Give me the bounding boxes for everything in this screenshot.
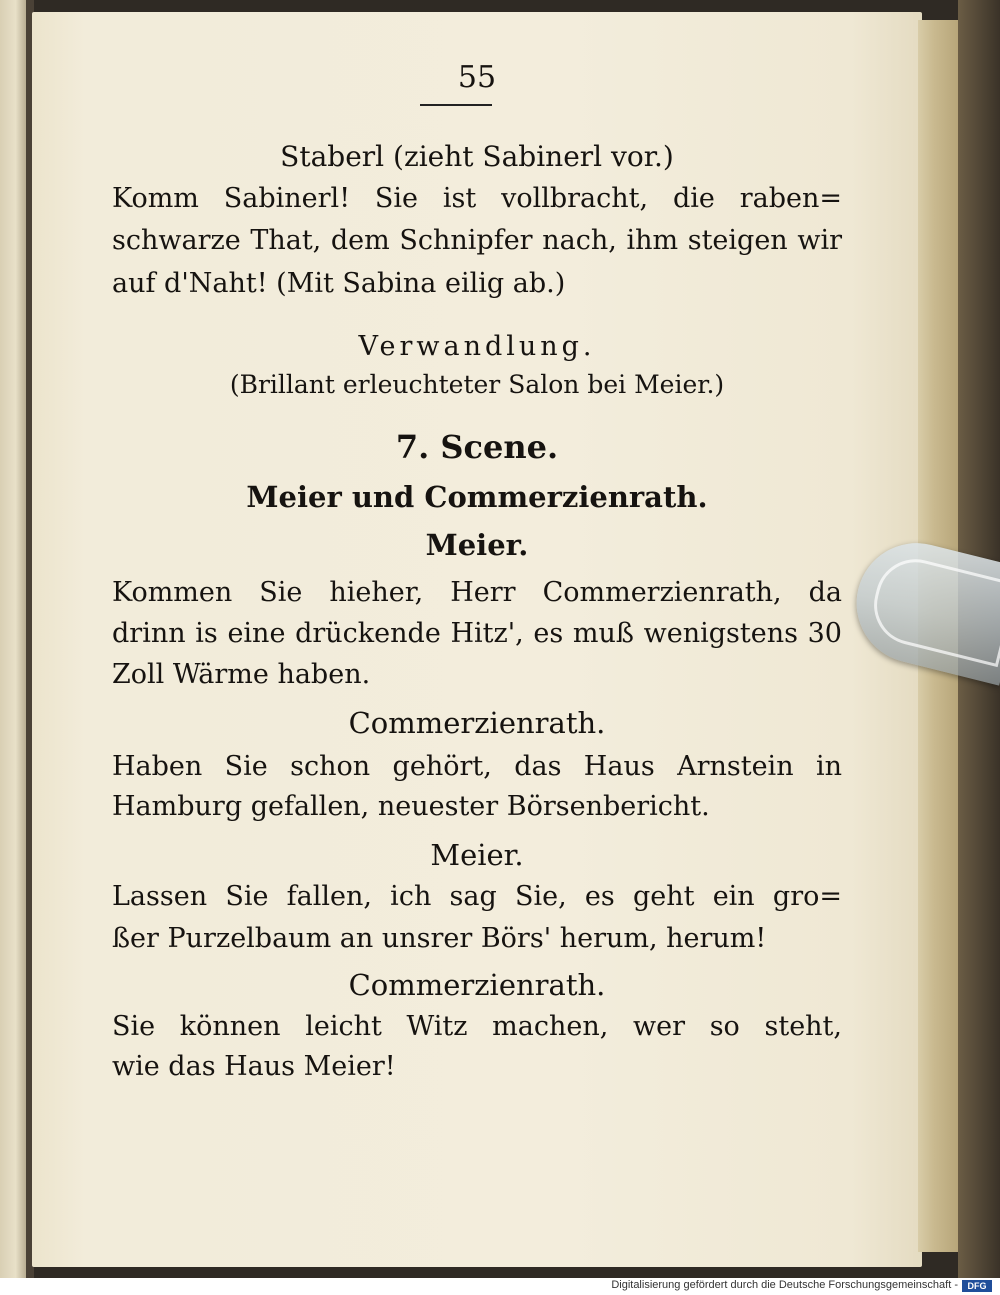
text-line: ßer Purzelbaum an unsrer Börs' herum, herum! bbox=[112, 923, 767, 954]
funding-credit: Digitalisierung gefördert durch die Deutsche Forschungsgemeinschaft - bbox=[611, 1279, 958, 1291]
footer-bar bbox=[0, 1278, 1000, 1295]
scene-change-heading: Verwandlung. bbox=[358, 331, 596, 362]
text-line: schwarze That, dem Schnipfer nach, ihm steigen wir bbox=[112, 225, 842, 256]
text-line: Hamburg gefallen, neuester Börsenbericht. bbox=[112, 791, 710, 822]
speaker-commerzienrath: Commerzienrath. bbox=[348, 968, 606, 1002]
dfg-logo: DFG bbox=[962, 1280, 992, 1292]
stage-direction: (Brillant erleuchteter Salon bei Meier.) bbox=[229, 370, 725, 399]
text-line: Komm Sabinerl! Sie ist vollbracht, die raben= bbox=[112, 183, 842, 214]
text-line: Sie können leicht Witz machen, wer so steht, bbox=[112, 1011, 842, 1042]
text-line: auf d'Naht! (Mit Sabina eilig ab.) bbox=[112, 268, 566, 299]
text-line: drinn is eine drückende Hitz', es muß wenigstens 30 bbox=[112, 618, 842, 649]
speaker-staberl: Staberl (zieht Sabinerl vor.) bbox=[280, 140, 674, 173]
speaker-meier: Meier. bbox=[430, 838, 524, 872]
text-line: Lassen Sie fallen, ich sag Sie, es geht ein gro= bbox=[112, 881, 842, 912]
speaker-commerzienrath: Commerzienrath. bbox=[348, 706, 606, 740]
previous-page-edge bbox=[0, 0, 26, 1278]
characters-heading: Meier und Commerzienrath. bbox=[246, 480, 708, 514]
text-line: wie das Haus Meier! bbox=[112, 1051, 396, 1082]
text-line: Haben Sie schon gehört, das Haus Arnstein in bbox=[112, 751, 842, 782]
page-text bbox=[32, 12, 922, 1267]
page-number: 55 bbox=[457, 60, 497, 95]
page-number-rule bbox=[420, 104, 492, 106]
scene-heading: 7. Scene. bbox=[395, 428, 559, 466]
speaker-meier: Meier. bbox=[425, 528, 529, 562]
text-line: Kommen Sie hieher, Herr Commerzienrath, da bbox=[112, 577, 842, 608]
text-line: Zoll Wärme haben. bbox=[112, 659, 371, 690]
